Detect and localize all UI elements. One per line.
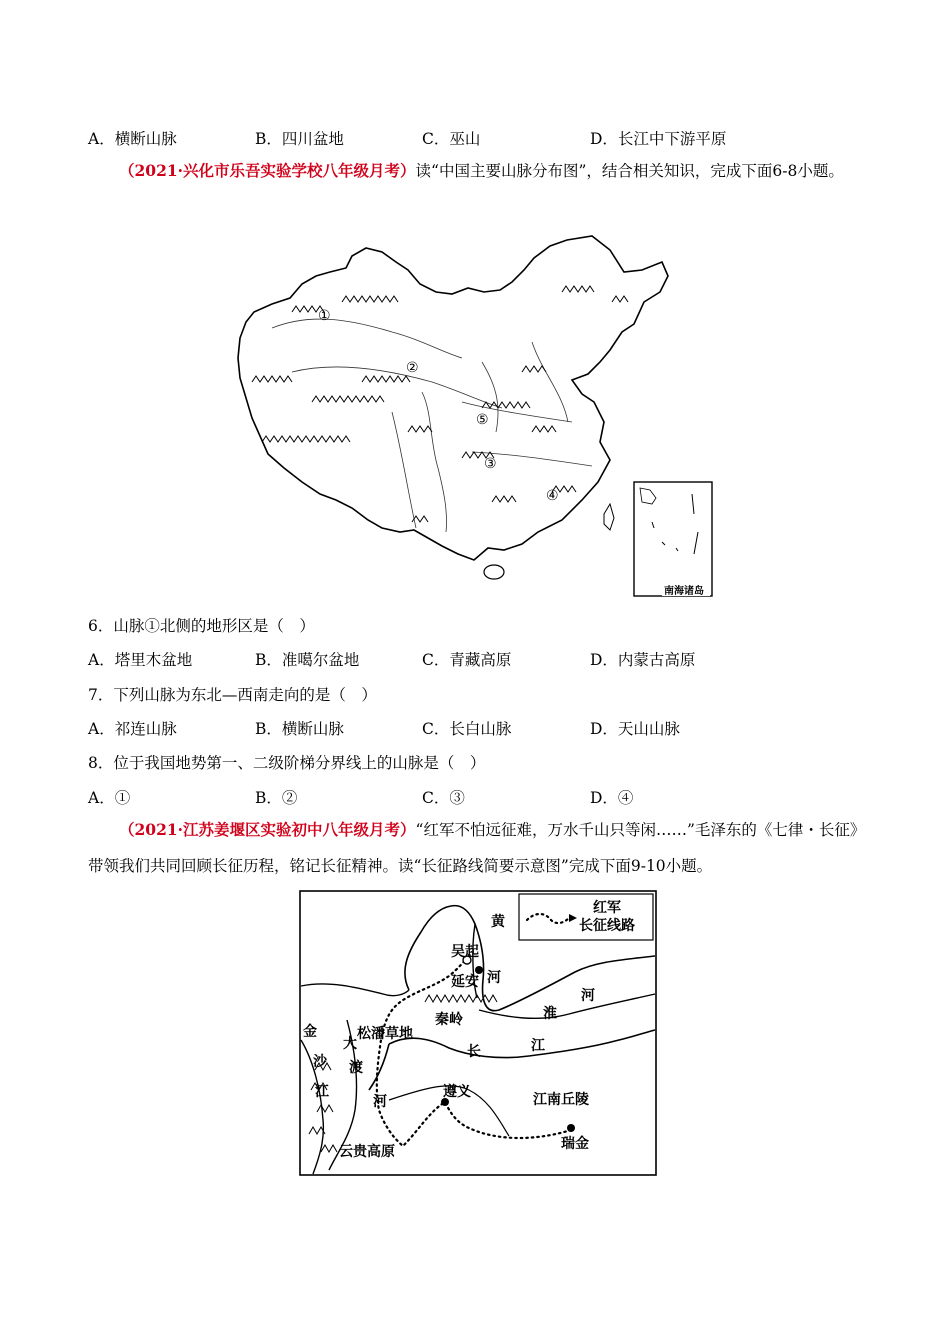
marker-1: ① bbox=[318, 308, 331, 324]
label-wuqi: 吴起 bbox=[451, 944, 479, 960]
q6-option-b: B．准噶尔盆地 bbox=[255, 651, 360, 669]
q6-option-c: C．青藏高原 bbox=[422, 651, 512, 669]
label-he-3: 河 bbox=[373, 1094, 387, 1110]
label-jiangnan-hills: 江南丘陵 bbox=[533, 1092, 589, 1108]
label-ruijin: 瑞金 bbox=[561, 1136, 589, 1152]
map-legend bbox=[519, 894, 653, 940]
q8-option-d: D．④ bbox=[590, 789, 634, 807]
label-jiang-2: 江 bbox=[531, 1038, 545, 1054]
q7-option-d: D．天山山脉 bbox=[590, 720, 680, 738]
marker-3: ③ bbox=[484, 456, 497, 472]
q5-option-a: A．横断山脉 bbox=[88, 130, 177, 148]
source-tag-2: （2021·江苏姜堰区实验初中八年级月考） bbox=[119, 820, 416, 839]
label-zunyi: 遵义 bbox=[443, 1084, 471, 1100]
q7-stem: 7．下列山脉为东北—西南走向的是（ ） bbox=[88, 686, 377, 704]
label-sha: 沙 bbox=[313, 1054, 327, 1070]
south-china-sea-inset bbox=[634, 482, 712, 597]
label-jiang-1: 江 bbox=[315, 1084, 329, 1100]
q8-option-b: B．② bbox=[255, 789, 298, 807]
q5-option-d: D．长江中下游平原 bbox=[590, 130, 727, 148]
marker-5: ⑤ bbox=[476, 412, 489, 428]
label-yanan: 延安 bbox=[451, 974, 479, 990]
label-yungui-plateau: 云贵高原 bbox=[339, 1144, 395, 1160]
label-da: 大 bbox=[343, 1036, 357, 1052]
q8-stem: 8．位于我国地势第一、二级阶梯分界线上的山脉是（ ） bbox=[88, 754, 486, 772]
source-tag-1: （2021·兴化市乐吾实验学校八年级月考） bbox=[119, 161, 416, 180]
intro-paragraph-1 bbox=[88, 153, 868, 189]
intro-text-1: 读“中国主要山脉分布图”，结合相关知识，完成下面6-8小题。 bbox=[415, 162, 844, 180]
q5-option-c: C．巫山 bbox=[422, 130, 481, 148]
label-he-1: 河 bbox=[487, 970, 501, 986]
label-songpan: 松潘草地 bbox=[357, 1026, 413, 1042]
q7-option-c: C．长白山脉 bbox=[422, 720, 512, 738]
marker-2: ② bbox=[406, 360, 419, 376]
q6-stem: 6．山脉①北侧的地形区是（ ） bbox=[88, 617, 315, 635]
q6-option-d: D．内蒙古高原 bbox=[590, 651, 696, 669]
inset-label: 南海诸岛 bbox=[664, 586, 704, 597]
q7-option-a: A．祁连山脉 bbox=[88, 720, 177, 738]
legend-line-1: 红军 bbox=[593, 900, 621, 916]
q5-option-b: B．四川盆地 bbox=[255, 130, 344, 148]
long-march-map bbox=[299, 890, 657, 1176]
label-chang: 长 bbox=[467, 1044, 481, 1060]
q8-option-c: C．③ bbox=[422, 789, 465, 807]
intro-text-2: “红军不怕远征难，万水千山只等闲……”毛泽东的《七律・长征》带领我们共同回顾长征历程，铭记长征精神。读“长征路线简要示意图”完成下面9-10小题。 bbox=[88, 821, 866, 875]
label-qinling: 秦岭 bbox=[435, 1012, 463, 1028]
label-he-2: 河 bbox=[581, 988, 595, 1004]
marker-4: ④ bbox=[546, 488, 559, 504]
intro-paragraph-2 bbox=[88, 812, 868, 884]
q7-option-b: B．横断山脉 bbox=[255, 720, 344, 738]
legend-line-2: 长征线路 bbox=[579, 918, 635, 934]
label-huang: 黄 bbox=[491, 914, 505, 930]
label-jin: 金 bbox=[303, 1024, 317, 1040]
china-mountain-map bbox=[232, 232, 716, 600]
label-du: 渡 bbox=[349, 1060, 363, 1076]
label-huai: 淮 bbox=[543, 1006, 557, 1022]
q8-option-a: A．① bbox=[88, 789, 131, 807]
q6-option-a: A．塔里木盆地 bbox=[88, 651, 193, 669]
